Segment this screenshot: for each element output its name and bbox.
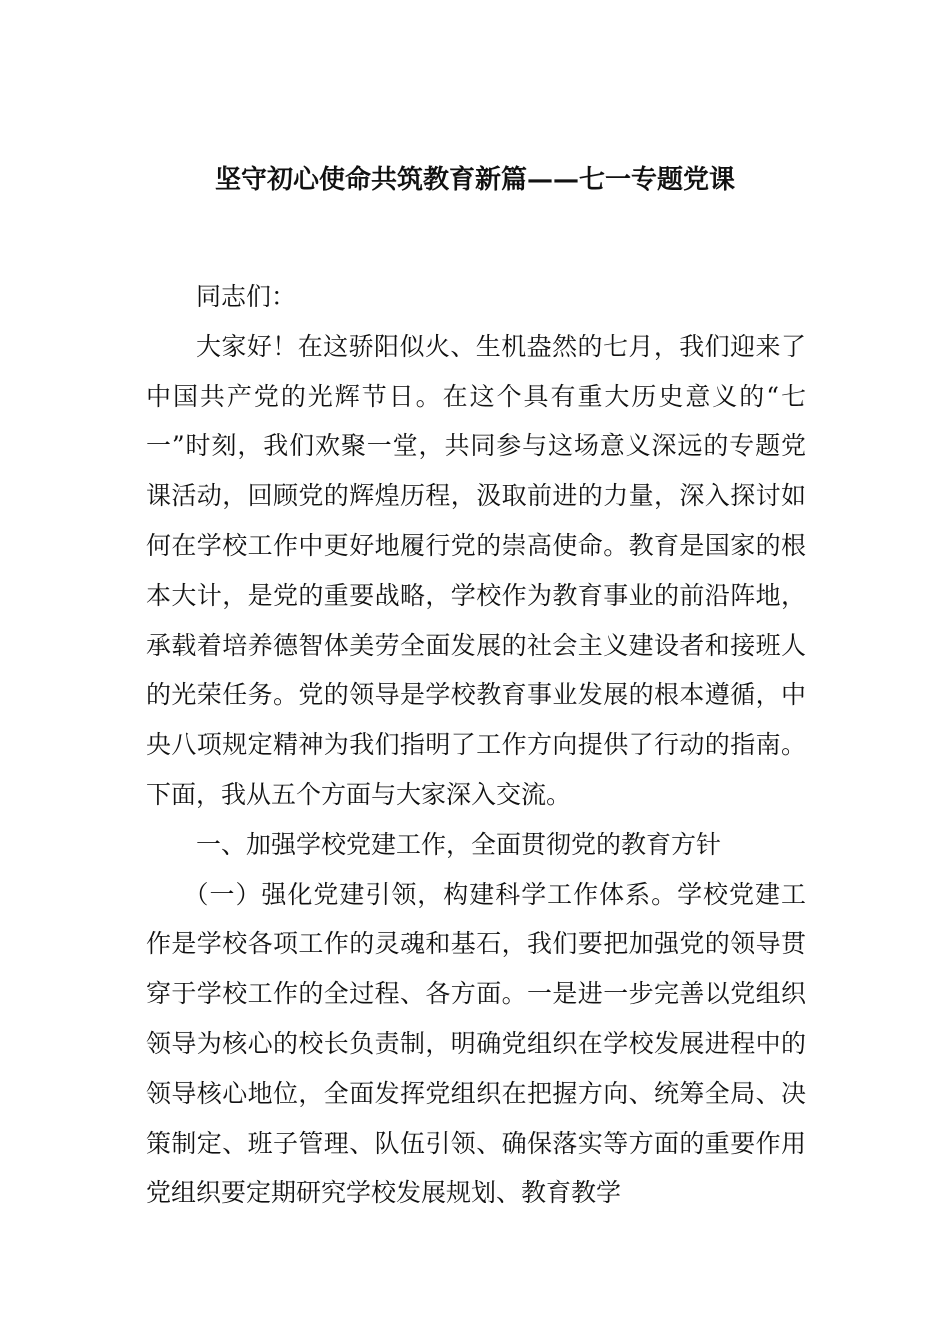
section-heading-1: 一、加强学校党建工作，全面贯彻党的教育方针: [196, 829, 722, 859]
paragraph-intro: 大家好！在这骄阳似火、生机盎然的七月，我们迎来了中国共产党的光辉节日。在这个具有重大历史意义的“七一”时刻，我们欢聚一堂，共同参与这场意义深远的专题党课活动，回顾党的辉煌历程，汲取前进的力量，深入探讨如何在学校工作中更好地履行党的崇高使命。教育是国家的根本大计，是党的重要战略，学校作为教育事业的前沿阵地，承载着培养德智体美劳全面发展的社会主义建设者和接班人的光荣任务。党的领导是学校教育事业发展的根本遵循，中央八项规定精神为我们指明了工作方向提供了行动的指南。下面，我从五个方面与大家深入交流。: [146, 331, 806, 809]
salutation: 同志们：: [196, 282, 297, 311]
document-body: [146, 272, 806, 1218]
document-title: 坚守初心使命共筑教育新篇——七一专题党课: [214, 165, 735, 195]
paragraph-subsection-1: （一）强化党建引领，构建科学工作体系。学校党建工作是学校各项工作的灵魂和基石，我们要把加强党的领导贯穿于学校工作的全过程、各方面。一是进一步完善以党组织领导为核心的校长负责制，明确党组织在学校发展进程中的领导核心地位，全面发挥党组织在把握方向、统筹全局、决策制定、班子管理、队伍引领、确保落实等方面的重要作用党组织要定期研究学校发展规划、教育教学: [146, 879, 806, 1208]
